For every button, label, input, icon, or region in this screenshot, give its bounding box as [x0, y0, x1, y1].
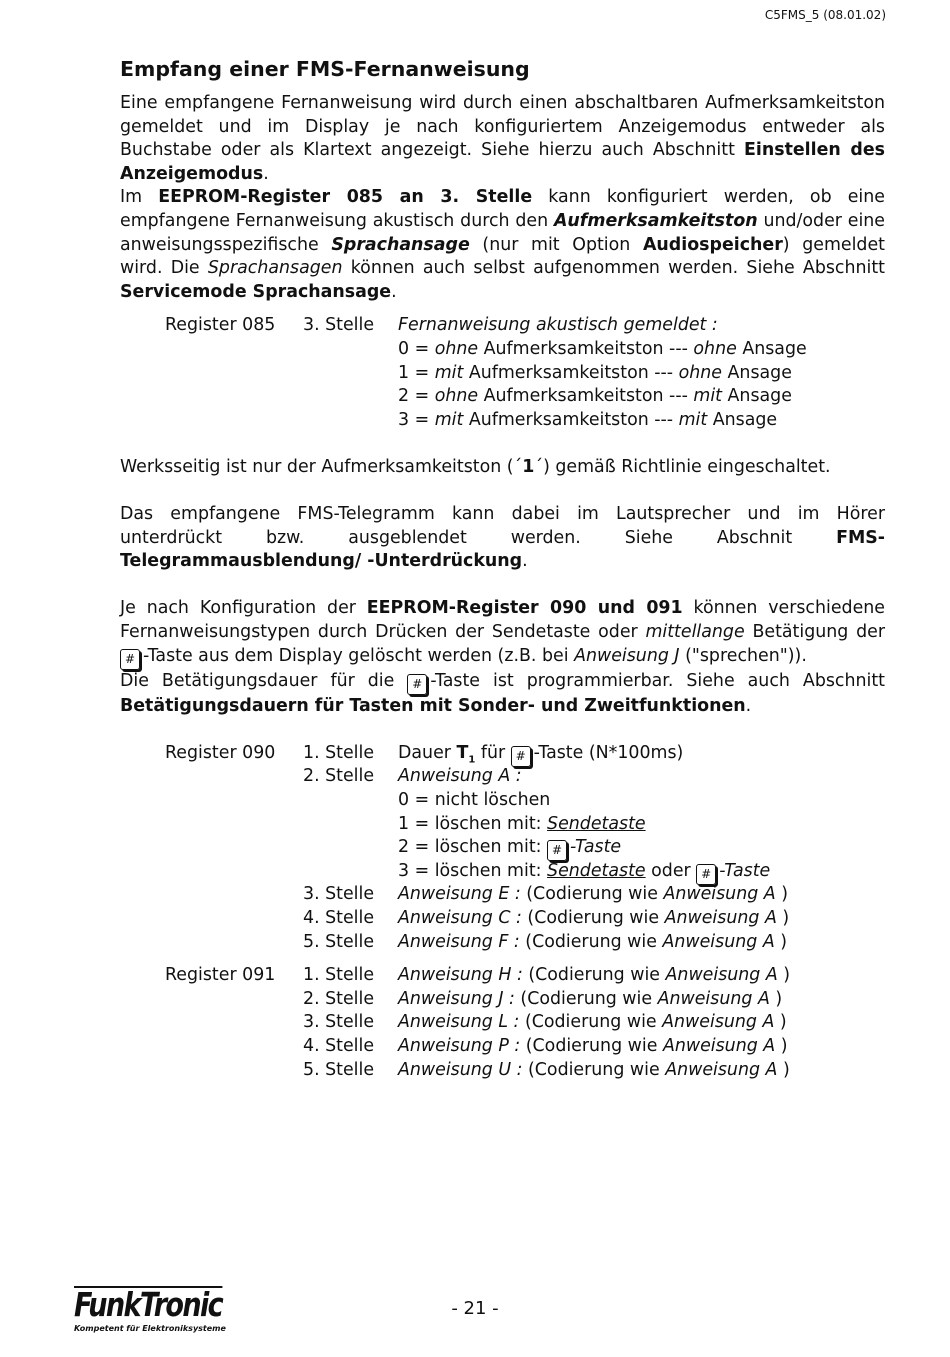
register-description: Dauer $T_1$ für # -Taste (N*100ms)	[398, 742, 684, 766]
register-description: Fernanweisung akustisch gemeldet :	[398, 315, 718, 336]
text: .	[391, 281, 397, 302]
register-description: Anweisung P : (Codierung wie Anweisung A )	[398, 1035, 788, 1056]
default-value: 1	[522, 456, 535, 477]
register-position: 1. Stelle	[303, 965, 375, 986]
option-row: 1 = löschen mit: Sendetaste	[398, 813, 646, 834]
option-row: 1 = mit Aufmerksamkeitston --- ohne Ansage	[398, 362, 792, 383]
register-label: Register 090	[165, 742, 276, 763]
emphasis: Sprachansage	[331, 234, 470, 255]
logo-wordmark: FunkTronic	[74, 1285, 223, 1324]
text: .	[263, 163, 269, 184]
hash-key-icon: #	[407, 674, 427, 695]
option-row: 0 = nicht löschen	[398, 790, 551, 811]
option-name: Audiospeicher	[642, 234, 783, 255]
document-id: C5FMS_5 (08.01.02)	[764, 8, 886, 22]
register-reference: EEPROM-Register 085 an 3. Stelle	[158, 187, 533, 208]
section-reference: FMS-Telegrammausblendung/ -Unterdrückung	[120, 527, 885, 572]
logo-tagline: Kompetent für Elektroniksysteme	[74, 1324, 226, 1333]
emphasis: Sprachansagen	[207, 258, 343, 279]
register-position: 5. Stelle	[303, 1059, 375, 1080]
emphasis: Aufmerksamkeitston	[553, 210, 758, 231]
register-position: 1. Stelle	[303, 742, 375, 763]
page-content	[120, 56, 885, 1082]
hash-key-icon: #	[511, 746, 531, 767]
section-reference: Servicemode Sprachansage	[120, 281, 392, 302]
hash-key-icon: #	[120, 649, 140, 670]
text: können auch selbst aufgenommen werden. Siehe Abschnitt	[342, 258, 886, 279]
register-090-table	[165, 742, 885, 954]
register-position: 5. Stelle	[303, 931, 375, 952]
hash-key-icon: #	[547, 840, 567, 861]
register-description: Anweisung J : (Codierung wie Anweisung A )	[398, 988, 783, 1009]
register-label: Register 085	[165, 315, 276, 336]
section-title: Empfang einer FMS-Fernanweisung	[120, 57, 530, 81]
paragraph-register-090-091: Je nach Konfiguration der EEPROM-Register 090 und 091 können verschiedene Fernanweisungstypen durch Drücken der Sendetaste oder mittellange Betätigung der # -Taste aus dem Display gelöscht werden (z.B. bei Anweisung J ("sprechen")).	[120, 597, 885, 669]
option-row: 3 = mit Aufmerksamkeitston --- mit Ansage	[398, 409, 778, 430]
register-position: 3. Stelle	[303, 884, 375, 905]
register-reference: EEPROM-Register 090 und 091	[366, 598, 683, 619]
register-position: 3. Stelle	[303, 1012, 375, 1033]
register-091-table	[165, 964, 885, 1082]
register-description: Anweisung A :	[398, 766, 522, 787]
paragraph-telegram-suppression: Das empfangene FMS-Telegramm kann dabei im Lautsprecher und im Hörer unterdrückt bzw. ausgeblendet werden. Siehe Abschnit FMS-Telegrammausblendung/ -Unterdrückung.	[120, 504, 885, 572]
register-description: Anweisung F : (Codierung wie Anweisung A )	[398, 931, 788, 952]
page-number: - 21 -	[451, 1298, 499, 1319]
text: Eine empfangene Fernanweisung wird durch einen abschaltbaren Aufmerksamkeitston gemeldet und im Display je nach konfiguriertem Anzeigemodus entweder als Buchstabe oder als Klartext angezeigt. Siehe hierzu auch Abschnitt	[120, 93, 885, 161]
register-description: Anweisung L : (Codierung wie Anweisung A )	[398, 1012, 787, 1033]
section-reference: Einstellen des Anzeigemodus	[120, 140, 885, 184]
text: und/oder eine anweisungsspezifische	[120, 210, 886, 255]
register-description: Anweisung H : (Codierung wie Anweisung A )	[398, 965, 791, 986]
text: ) gemeldet wird. Die	[120, 234, 885, 279]
text: Im	[120, 187, 159, 208]
paragraph-key-duration: Die Betätigungsdauer für die # -Taste ist programmierbar. Siehe auch Abschnitt Betätigungsdauern für Tasten mit Sonder- und Zweitfunktionen.	[120, 670, 885, 716]
paragraph-default-setting: Werksseitig ist nur der Aufmerksamkeitston (´1´) gemäß Richtlinie eingeschaltet.	[120, 456, 831, 477]
option-row: 3 = löschen mit: Sendetaste oder # -Taste	[398, 860, 885, 884]
paragraph-intro	[120, 92, 885, 186]
option-row: 2 = ohne Aufmerksamkeitston --- mit Ansage	[398, 386, 792, 407]
register-label: Register 091	[165, 965, 276, 986]
option-row: 2 = löschen mit: # -Taste	[398, 836, 885, 860]
paragraph-register-085	[120, 186, 885, 304]
text: (nur mit Option	[469, 234, 643, 255]
register-085-table	[165, 314, 885, 432]
hash-key-icon: #	[696, 864, 716, 885]
option-row: 0 = ohne Aufmerksamkeitston --- ohne Ansage	[398, 338, 807, 359]
register-description: Anweisung U : (Codierung wie Anweisung A )	[398, 1059, 790, 1080]
text: kann konfiguriert werden, ob eine empfangene Fernanweisung akustisch durch den	[120, 187, 885, 231]
register-description: Anweisung E : (Codierung wie Anweisung A )	[398, 884, 789, 905]
register-position: 4. Stelle	[303, 1035, 375, 1056]
register-position: 3. Stelle	[303, 315, 375, 336]
register-description: Anweisung C : (Codierung wie Anweisung A )	[398, 908, 790, 928]
section-reference: Betätigungsdauern für Tasten mit Sonder- und Zweitfunktionen	[120, 695, 746, 716]
register-position: 2. Stelle	[303, 988, 375, 1009]
register-position: 2. Stelle	[303, 766, 375, 787]
register-position: 4. Stelle	[303, 908, 375, 928]
